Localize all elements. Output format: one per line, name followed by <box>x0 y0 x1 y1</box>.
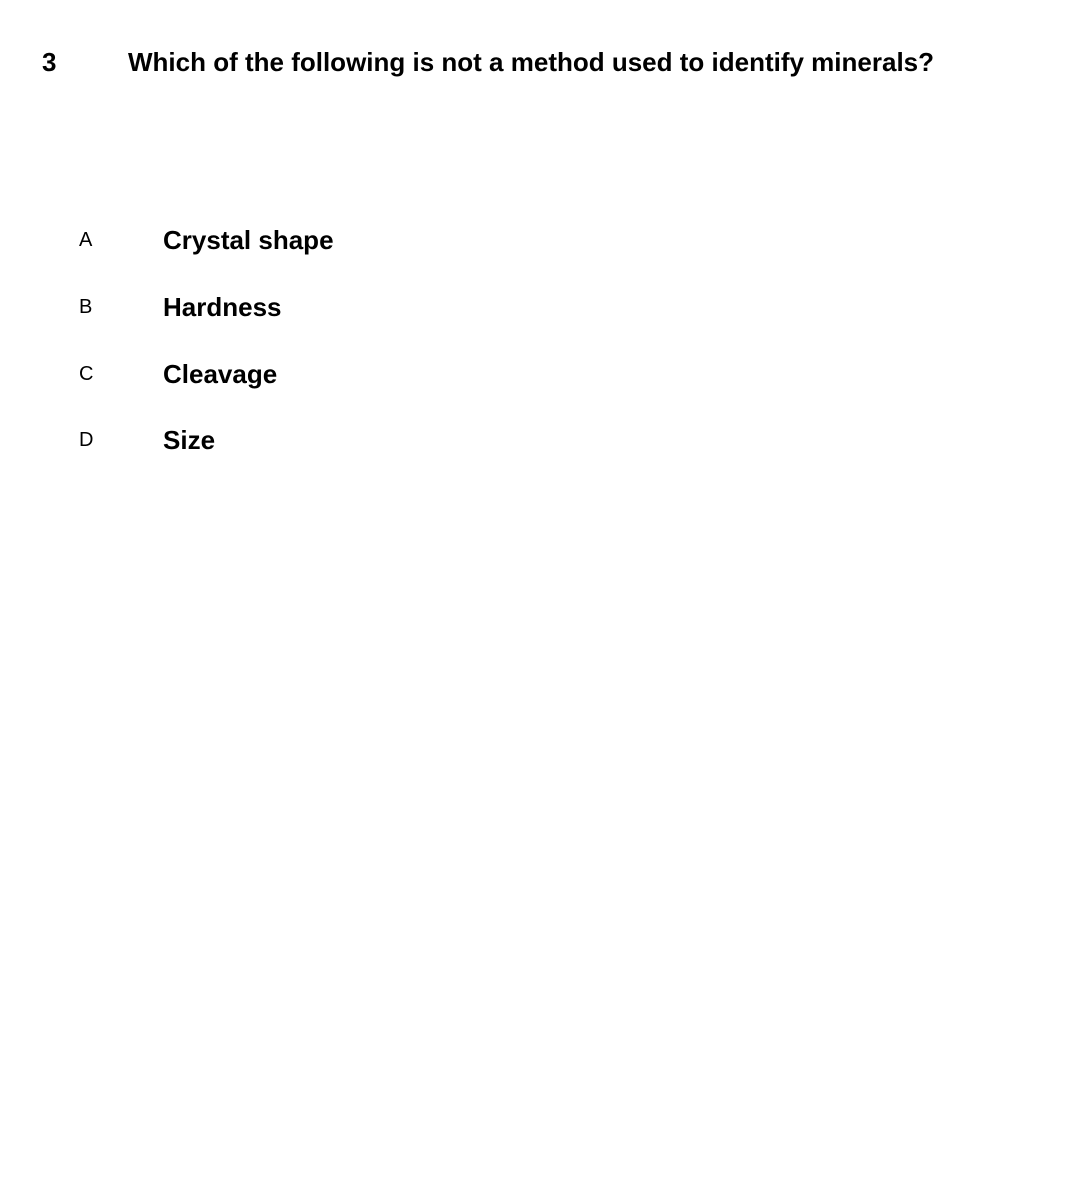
option-letter: A <box>79 229 93 251</box>
option-text: Cleavage <box>163 359 278 389</box>
option-text: Crystal shape <box>163 225 334 255</box>
question-text: Which of the following is not a method used to identify minerals? <box>128 47 935 77</box>
option-text: Size <box>163 425 216 455</box>
option-letter: B <box>79 296 93 318</box>
option-c[interactable] <box>0 359 1066 396</box>
option-letter: C <box>79 363 94 385</box>
option-letter: D <box>79 429 94 451</box>
option-a[interactable] <box>0 225 1066 262</box>
question-number: 3 <box>42 47 57 77</box>
option-b[interactable] <box>0 292 1066 329</box>
option-d[interactable] <box>0 425 1066 462</box>
option-text: Hardness <box>163 292 282 322</box>
